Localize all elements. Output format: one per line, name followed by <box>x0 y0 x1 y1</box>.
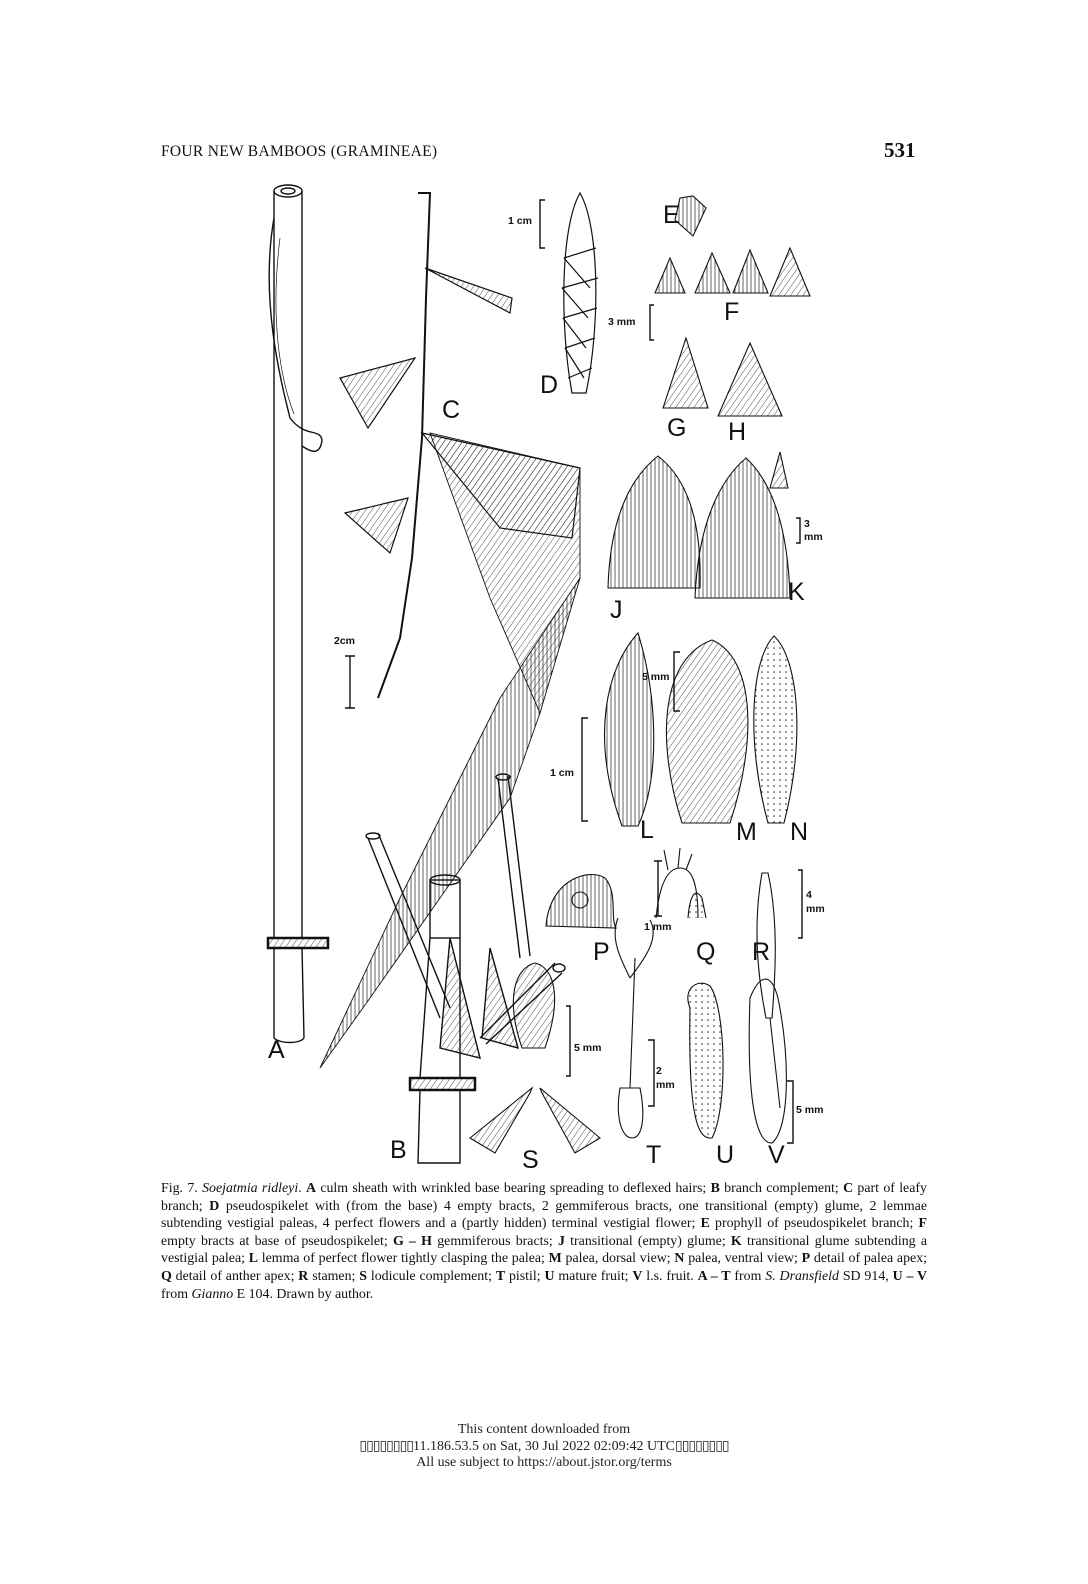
caption-source-1-range: A – T <box>697 1268 731 1284</box>
caption-part-text: transitional (empty) glume; <box>564 1233 731 1249</box>
drawing-palea-apex-anther-stamen <box>546 848 780 1108</box>
caption-part-text: stamen; <box>308 1268 360 1284</box>
scale-label-5mm-s: 5 mm <box>574 1042 602 1054</box>
caption-part-text: branch complement; <box>719 1181 844 1196</box>
caption-part-text: pseudospikelet with (from the base) 4 empty bracts, 2 gemmiferous bracts, one transitional (empty) glume, 2 lemmae subtending vestigial paleas, 4 perfect flowers and a (partly hidden) terminal vestigial flower; <box>161 1198 928 1232</box>
panel-label-R: R <box>752 938 771 966</box>
drawing-bracts <box>608 196 810 598</box>
panel-label-M: M <box>736 818 757 846</box>
caption-part-key: J <box>558 1233 565 1249</box>
caption-part-key: N <box>674 1251 685 1267</box>
scale-label-3mm-d: 3 mm <box>608 316 636 328</box>
scale-label-4mm-r-unit: mm <box>806 903 825 915</box>
caption-part-key: M <box>548 1251 562 1267</box>
panel-label-F: F <box>724 298 740 326</box>
caption-fig-prefix: Fig. <box>161 1181 184 1196</box>
caption-source-2-range: U – V <box>892 1268 928 1284</box>
footer-line-1: This content downloaded from <box>457 1422 631 1437</box>
footer-redaction-left: ▯▯▯▯▯▯▯▯ <box>359 1438 413 1454</box>
caption-part-text: lodicule complement; <box>367 1268 496 1284</box>
botanical-illustration-plate <box>250 178 850 1173</box>
footer-line-3: All use subject to https://about.jstor.org/terms <box>416 1455 672 1470</box>
scale-label-3mm-k-unit: mm <box>804 531 823 543</box>
caption-source-2-number: E 104. Drawn by author. <box>233 1286 374 1302</box>
panel-label-J: J <box>610 596 623 624</box>
footer-redaction-right: ▯▯▯▯▯▯▯▯ <box>675 1438 729 1454</box>
scale-label-2mm-t-unit: mm <box>656 1079 675 1091</box>
caption-source-2-from: from <box>161 1286 192 1302</box>
panel-label-E: E <box>663 201 680 229</box>
caption-part-key: A <box>305 1181 317 1196</box>
drawing-culm-sheath <box>268 185 328 1043</box>
illustration-drawing <box>250 178 850 1173</box>
caption-part-text: lemma of perfect flower tightly clasping the palea; <box>258 1251 549 1267</box>
scale-label-5mm-m: 5 mm <box>642 671 670 683</box>
caption-part-text: pistil; <box>505 1268 545 1284</box>
caption-part-key: P <box>801 1251 811 1267</box>
panel-label-S: S <box>522 1146 539 1173</box>
drawing-leafy-branch <box>320 193 580 1068</box>
caption-source-1-number: SD 914, <box>838 1268 893 1284</box>
drawing-lemma-palea <box>605 633 797 826</box>
running-head: FOUR NEW BAMBOOS (GRAMINEAE) <box>161 143 438 160</box>
panel-label-V: V <box>768 1141 785 1169</box>
scale-label-1cm-l: 1 cm <box>550 767 574 779</box>
page-number: 531 <box>884 138 916 162</box>
caption-part-text: detail of anther apex; <box>171 1268 299 1284</box>
caption-part-key: S <box>359 1268 367 1284</box>
jstor-download-footer <box>0 1422 1088 1472</box>
caption-source-1-from: from <box>730 1268 766 1284</box>
caption-part-key: L <box>248 1251 258 1267</box>
panel-label-A: A <box>268 1036 285 1064</box>
panel-label-B: B <box>390 1136 407 1164</box>
scale-label-1mm-p: 1 mm <box>644 921 672 933</box>
panel-label-D: D <box>540 371 559 399</box>
caption-part-text: l.s. fruit. <box>642 1268 698 1284</box>
drawing-lodicule-pistil-fruit <box>470 918 786 1153</box>
caption-part-key: R <box>298 1268 309 1284</box>
caption-part-text: palea, dorsal view; <box>561 1251 675 1267</box>
caption-part-key: K <box>730 1233 742 1249</box>
panel-label-U: U <box>716 1141 735 1169</box>
caption-part-text: part of leafy branch; <box>161 1181 927 1214</box>
panel-label-P: P <box>593 938 610 966</box>
scale-label-1cm-d: 1 cm <box>508 215 532 227</box>
figure-caption: Fig. 7. Soejatmia ridleyi. A culm sheath with wrinkled base bearing spreading to deflexed hairs; B branch complement; C part of leafy branch; D pseudospikelet with (from the base) 4 empty bracts, 2 gemmiferous bracts, one transitional (empty) glume, 2 lemmae subtending vestigial paleas, 4 perfect flowers and a (partly hidden) terminal vestigial flower; E prophyll of pseudospikelet branch; F empty bracts at base of pseudospikelet; G – H gemmiferous bracts; J transitional (empty) glume; K transitional glume subtending a vestigial palea; L lemma of perfect flower tightly clasping the palea; M palea, dorsal view; N palea, ventral view; P detail of palea apex; Q detail of anther apex; R stamen; S lodicule complement; T pistil; U mature fruit; V l.s. fruit. A – T from S. Dransfield SD 914, U – V from Gianno E 104. Drawn by author. <box>161 1181 928 1302</box>
panel-label-N: N <box>790 818 809 846</box>
panel-label-C: C <box>442 396 461 424</box>
caption-part-text: culm sheath with wrinkled base bearing spreading to deflexed hairs; <box>316 1181 711 1196</box>
scale-label-5mm-v: 5 mm <box>796 1104 824 1116</box>
caption-part-key: G – H <box>392 1233 432 1249</box>
caption-part-text: transitional glume subtending a vestigial palea; <box>161 1233 927 1267</box>
caption-part-key: E <box>700 1216 710 1232</box>
caption-part-key: D <box>209 1198 220 1214</box>
scale-label-2mm-t-num: 2 <box>656 1065 662 1077</box>
footer-access-info: 11.186.53.5 on Sat, 30 Jul 2022 02:09:42 UTC <box>413 1438 675 1454</box>
drawing-pseudospikelet <box>562 193 598 393</box>
caption-part-key: F <box>918 1216 927 1232</box>
caption-part-key: T <box>495 1268 506 1284</box>
caption-part-key: C <box>843 1181 854 1196</box>
panel-label-G: G <box>667 414 687 442</box>
caption-part-text: palea, ventral view; <box>684 1251 802 1267</box>
panel-label-L: L <box>640 816 654 844</box>
panel-label-Q: Q <box>696 938 716 966</box>
caption-part-text: gemmiferous bracts; <box>431 1233 558 1249</box>
caption-part-key: B <box>710 1181 720 1196</box>
panel-label-K: K <box>788 578 805 606</box>
caption-source-1-collector: S. Dransfield <box>765 1268 839 1284</box>
caption-part-text: detail of palea apex; <box>810 1251 927 1267</box>
panel-label-H: H <box>728 418 747 446</box>
caption-species: Soejatmia ridleyi <box>202 1181 299 1196</box>
caption-part-key: Q <box>161 1268 172 1284</box>
caption-part-key: V <box>632 1268 643 1284</box>
footer-line-2 <box>0 1439 1088 1456</box>
panel-label-T: T <box>646 1141 662 1169</box>
caption-source-2-collector: Gianno <box>191 1286 234 1302</box>
caption-part-text: prophyll of pseudospikelet branch; <box>709 1216 919 1232</box>
scale-label-3mm-k-num: 3 <box>804 518 810 530</box>
caption-part-key: U <box>544 1268 555 1284</box>
caption-part-text: empty bracts at base of pseudospikelet; <box>161 1233 393 1249</box>
caption-fig-number: 7. <box>187 1181 198 1196</box>
caption-part-text: mature fruit; <box>554 1268 633 1284</box>
scale-label-4mm-r-num: 4 <box>806 889 812 901</box>
scale-label-2cm: 2cm <box>334 635 356 647</box>
